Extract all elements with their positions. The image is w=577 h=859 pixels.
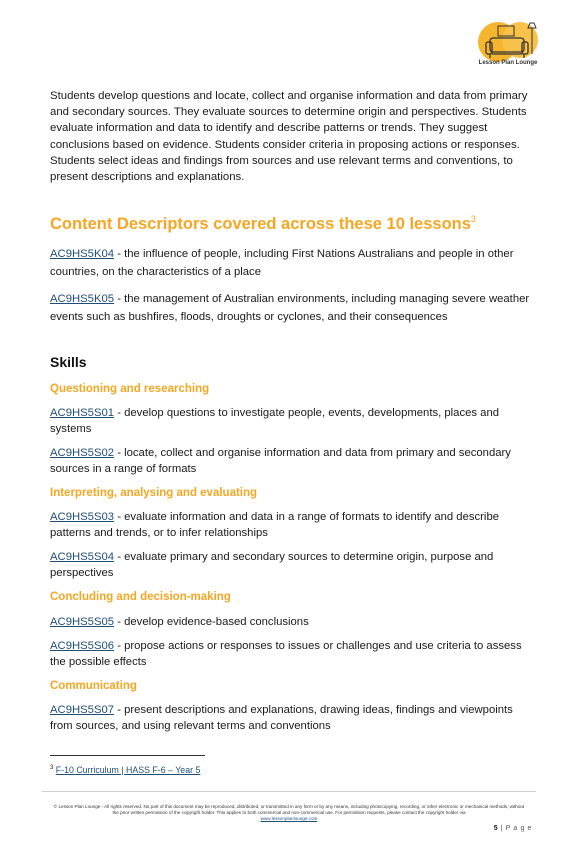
descriptor-text: - the management of Australian environments, including managing severe weather events such as bushfires, floods, droughts or cyclones, and their consequences — [50, 293, 530, 323]
skill-code-link[interactable]: AC9HS5S07 — [50, 704, 115, 716]
skills-group-title: Communicating — [50, 680, 137, 692]
skill-item — [50, 445, 530, 477]
skill-code-link[interactable]: AC9HS5S01 — [50, 407, 115, 419]
skill-code-link[interactable]: AC9HS5S06 — [50, 640, 115, 652]
skill-item — [50, 638, 530, 670]
footnote-divider — [50, 755, 205, 756]
footnote-link[interactable]: F-10 Curriculum | HASS F-6 – Year 5 — [55, 765, 201, 775]
skill-text: - present descriptions and explanations, drawing ideas, findings and viewpoints from sources, and using relevant terms and conventions — [50, 704, 513, 732]
descriptor-code-link[interactable]: AC9HS5K05 — [50, 293, 115, 305]
skill-code-link[interactable]: AC9HS5S05 — [50, 616, 115, 628]
descriptor-code-link[interactable]: AC9HS5K04 — [50, 248, 115, 260]
skills-heading: Skills — [50, 354, 87, 370]
skill-code-link[interactable]: AC9HS5S03 — [50, 511, 115, 523]
skills-group-title: Concluding and decision-making — [50, 591, 231, 603]
skill-text: - locate, collect and organise information and data from primary and secondary sources in a range of formats — [50, 447, 511, 475]
page-number-value: 5 — [493, 825, 499, 832]
skill-text: - evaluate information and data in a range of formats to identify and describe patterns and trends, or to infer relationships — [50, 511, 500, 539]
footnote-reference[interactable]: 3 — [470, 214, 476, 224]
footnote-number: 3 — [50, 765, 54, 771]
skill-item — [50, 405, 530, 437]
copyright-notice — [52, 804, 526, 823]
website-link[interactable]: www.lessonplanlounge.com — [260, 816, 318, 822]
descriptor-item — [50, 245, 530, 281]
logo-caption: Lesson Plan Lounge — [478, 60, 538, 66]
content-descriptors-heading: Content Descriptors covered across these 10 lessons$^3$ — [50, 214, 476, 233]
skills-group-title: Interpreting, analysing and evaluating — [50, 487, 258, 499]
page-label: P a g e — [505, 825, 532, 832]
skill-text: - develop questions to investigate people, events, developments, places and systems — [50, 407, 500, 435]
achievement-standard-paragraph: Students develop questions and locate, collect and organise information and data from primary and secondary sources. They evaluate sources to determine origin and perspectives. Students evaluate information and data to identify and describe patterns or trends. They suggest conclusions based on evidence. Students consider criteria in proposing actions or responses. Students select ideas and findings from sources and use relevant terms and conventions, to present descriptions and explanations. — [50, 90, 528, 184]
skill-text: - propose actions or responses to issues or challenges and use criteria to assess the possible effects — [50, 640, 522, 668]
copyright-text: © Lesson Plan Lounge - All rights reserved. No part of this document may be reproduced, distributed, or transmitted in any form or by any means, including photocopying, recording, or other electronic or mechanical methods, without the prior written permission of the copyright holder. This applies to both commercial and non-commercial use. For permission requests, please contact the copyright holder via — [53, 804, 525, 816]
skill-code-link[interactable]: AC9HS5S02 — [50, 447, 115, 459]
footer-divider — [42, 791, 536, 792]
skill-text: - evaluate primary and secondary sources to determine origin, purpose and perspectives — [50, 551, 494, 579]
skill-code-link[interactable]: AC9HS5S04 — [50, 551, 115, 563]
page-number: 5 | P a g e — [493, 825, 532, 832]
descriptor-text: - the influence of people, including First Nations Australians and people in other countries, on the characteristics of a place — [50, 248, 514, 278]
descriptor-item — [50, 290, 530, 326]
skill-item — [50, 509, 530, 541]
footnote — [50, 765, 200, 775]
skill-item — [50, 549, 530, 581]
skill-item — [50, 702, 530, 734]
skills-group-title: Questioning and researching — [50, 383, 210, 395]
skill-text: - develop evidence-based conclusions — [114, 616, 309, 628]
skill-item — [50, 614, 530, 630]
